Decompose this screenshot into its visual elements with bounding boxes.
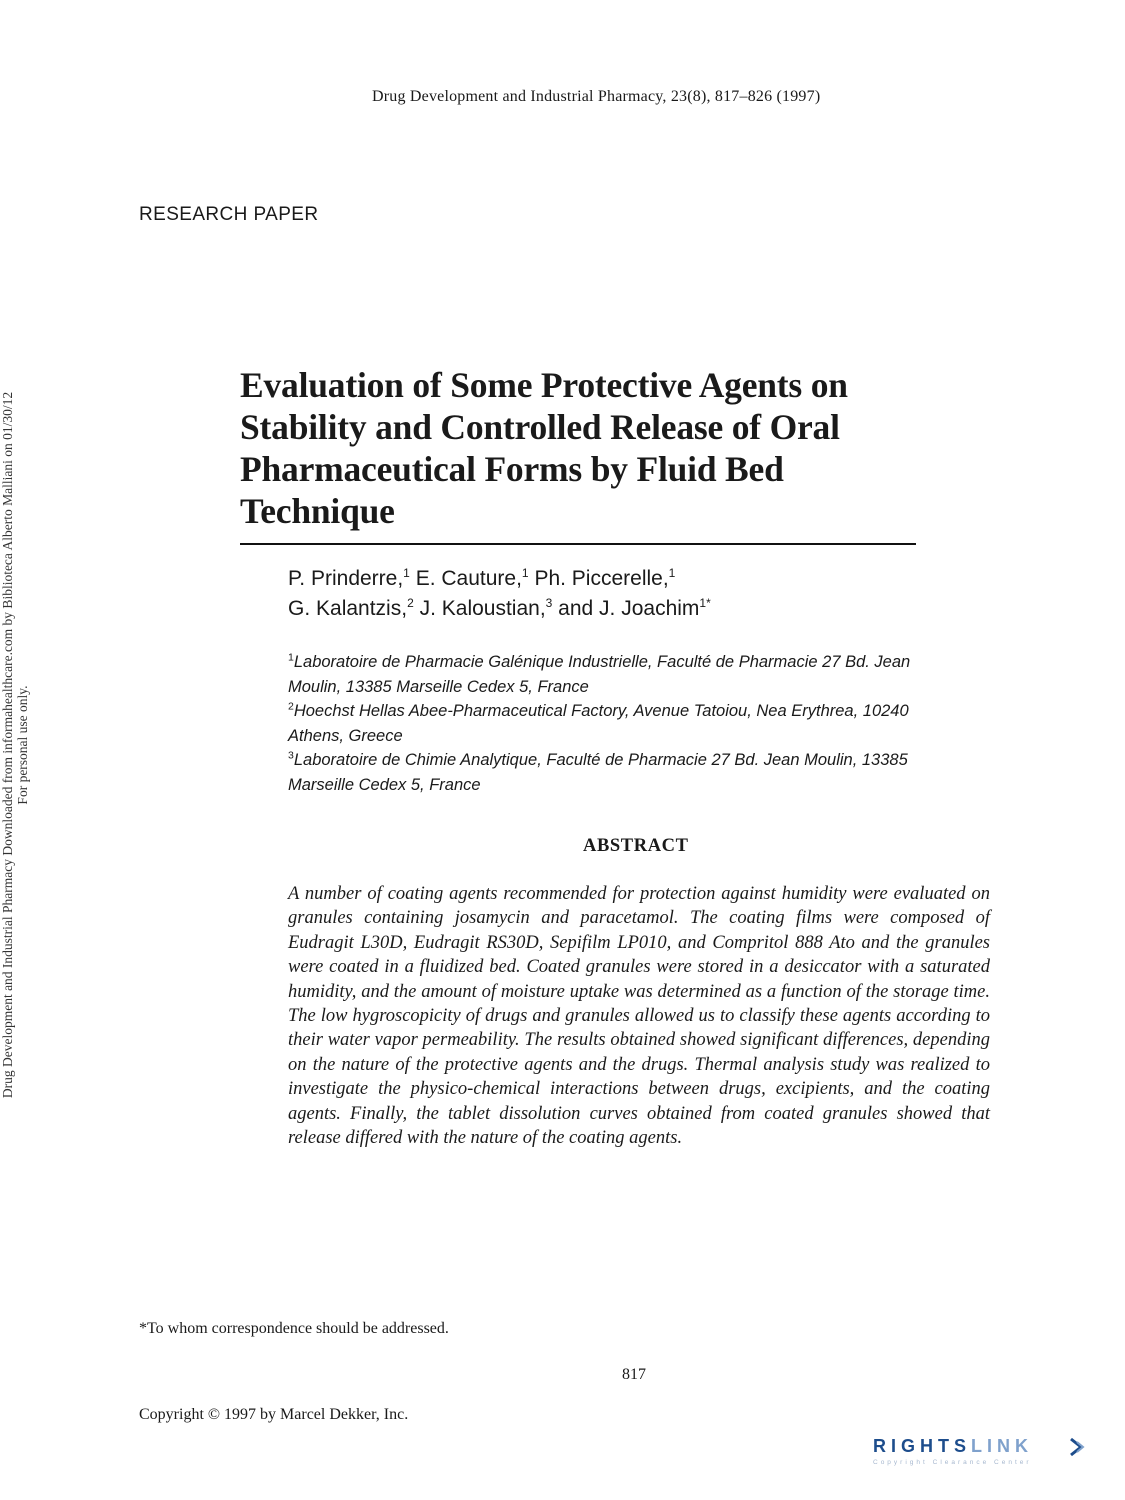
author-name: J. Kaloustian,	[413, 597, 546, 620]
author-affil-marker: 1	[668, 566, 676, 580]
affiliation-number: 3	[288, 749, 294, 762]
journal-citation: Drug Development and Industrial Pharmacy, 23(8), 817–826 (1997)	[372, 88, 821, 105]
rightslink-logo	[873, 1436, 1085, 1476]
author-list	[288, 564, 928, 624]
download-watermark-line: For personal use only.	[15, 685, 30, 805]
copyright-notice: Copyright © 1997 by Marcel Dekker, Inc.	[139, 1406, 409, 1423]
author-line	[288, 564, 928, 594]
rightslink-arrow-icon	[1069, 1437, 1085, 1457]
title-line: Evaluation of Some Protective Agents on	[240, 365, 848, 405]
correspondence-footnote: *To whom correspondence should be addressed.	[139, 1320, 449, 1337]
rightslink-word-rights: RIGHTS	[873, 1436, 972, 1456]
affiliation-list	[288, 650, 928, 798]
affiliation-text: Hoechst Hellas Abee-Pharmaceutical Factory, Avenue Tatoiou, Nea Erythrea, 10240 Athens, Greece	[288, 702, 909, 745]
affiliation-number: 2	[288, 700, 294, 713]
rightslink-wordmark	[873, 1436, 1033, 1457]
paper-title	[240, 364, 940, 532]
abstract-heading: ABSTRACT	[583, 836, 689, 856]
affiliation	[288, 650, 928, 699]
author-affil-marker: 2	[407, 596, 414, 610]
author-affil-marker: 1	[403, 566, 410, 580]
rightslink-word-link: LINK	[971, 1436, 1034, 1456]
author-affil-marker: 1	[521, 566, 529, 580]
title-line: Technique	[240, 491, 395, 531]
author-name: P. Prinderre,	[288, 567, 404, 590]
section-label: RESEARCH PAPER	[139, 204, 319, 225]
affiliation-text: Laboratoire de Pharmacie Galénique Industrielle, Faculté de Pharmacie 27 Bd. Jean Moulin, 13385 Marseille Cedex 5, France	[288, 653, 911, 696]
author-name: E. Cauture,	[409, 567, 522, 590]
page-number: 817	[622, 1366, 646, 1383]
affiliation	[288, 699, 928, 748]
rightslink-tagline: Copyright Clearance Center	[873, 1459, 1032, 1466]
title-line: Stability and Controlled Release of Oral	[240, 407, 840, 447]
author-name: and J. Joachim	[552, 597, 700, 620]
author-affil-marker: 3	[545, 596, 553, 610]
affiliation	[288, 748, 928, 797]
affiliation-text: Laboratoire de Chimie Analytique, Faculté de Pharmacie 27 Bd. Jean Moulin, 13385 Marseille Cedex 5, France	[288, 751, 908, 794]
abstract-body: A number of coating agents recommended for protection against humidity were evaluated on granules containing josamycin and paracetamol. The coating films were composed of Eudragit L30D, Eudragit RS30D, Sepifilm LP010, and Compritol 888 Ato and the granules were coated in a fluidized bed. Coated granules were stored in a desiccator with a saturated humidity, and the amount of moisture uptake was determined as a function of the storage time. The low hygroscopicity of drugs and granules allowed us to classify these agents according to their water vapor permeability. The results obtained showed significant differences, depending on the nature of the protective agents and the drugs. Thermal analysis study was realized to investigate the physico-chemical interactions between drugs, excipients, and the coating agents. Finally, the tablet dissolution curves obtained from coated granules showed that release differed with the nature of the coating agents.	[288, 884, 990, 1149]
download-watermark-line: Drug Development and Industrial Pharmacy Downloaded from informahealthcare.com by Biblioteca Alberto Malliani on 01/30/12	[0, 391, 15, 1099]
download-watermark	[0, 0, 40, 1500]
author-affil-marker: 1*	[699, 596, 711, 610]
author-name: G. Kalantzis,	[288, 597, 408, 620]
affiliation-number: 1	[288, 651, 294, 664]
author-line	[288, 594, 928, 624]
author-name: Ph. Piccerelle,	[528, 567, 669, 590]
title-divider	[240, 543, 916, 545]
title-line: Pharmaceutical Forms by Fluid Bed	[240, 449, 784, 489]
